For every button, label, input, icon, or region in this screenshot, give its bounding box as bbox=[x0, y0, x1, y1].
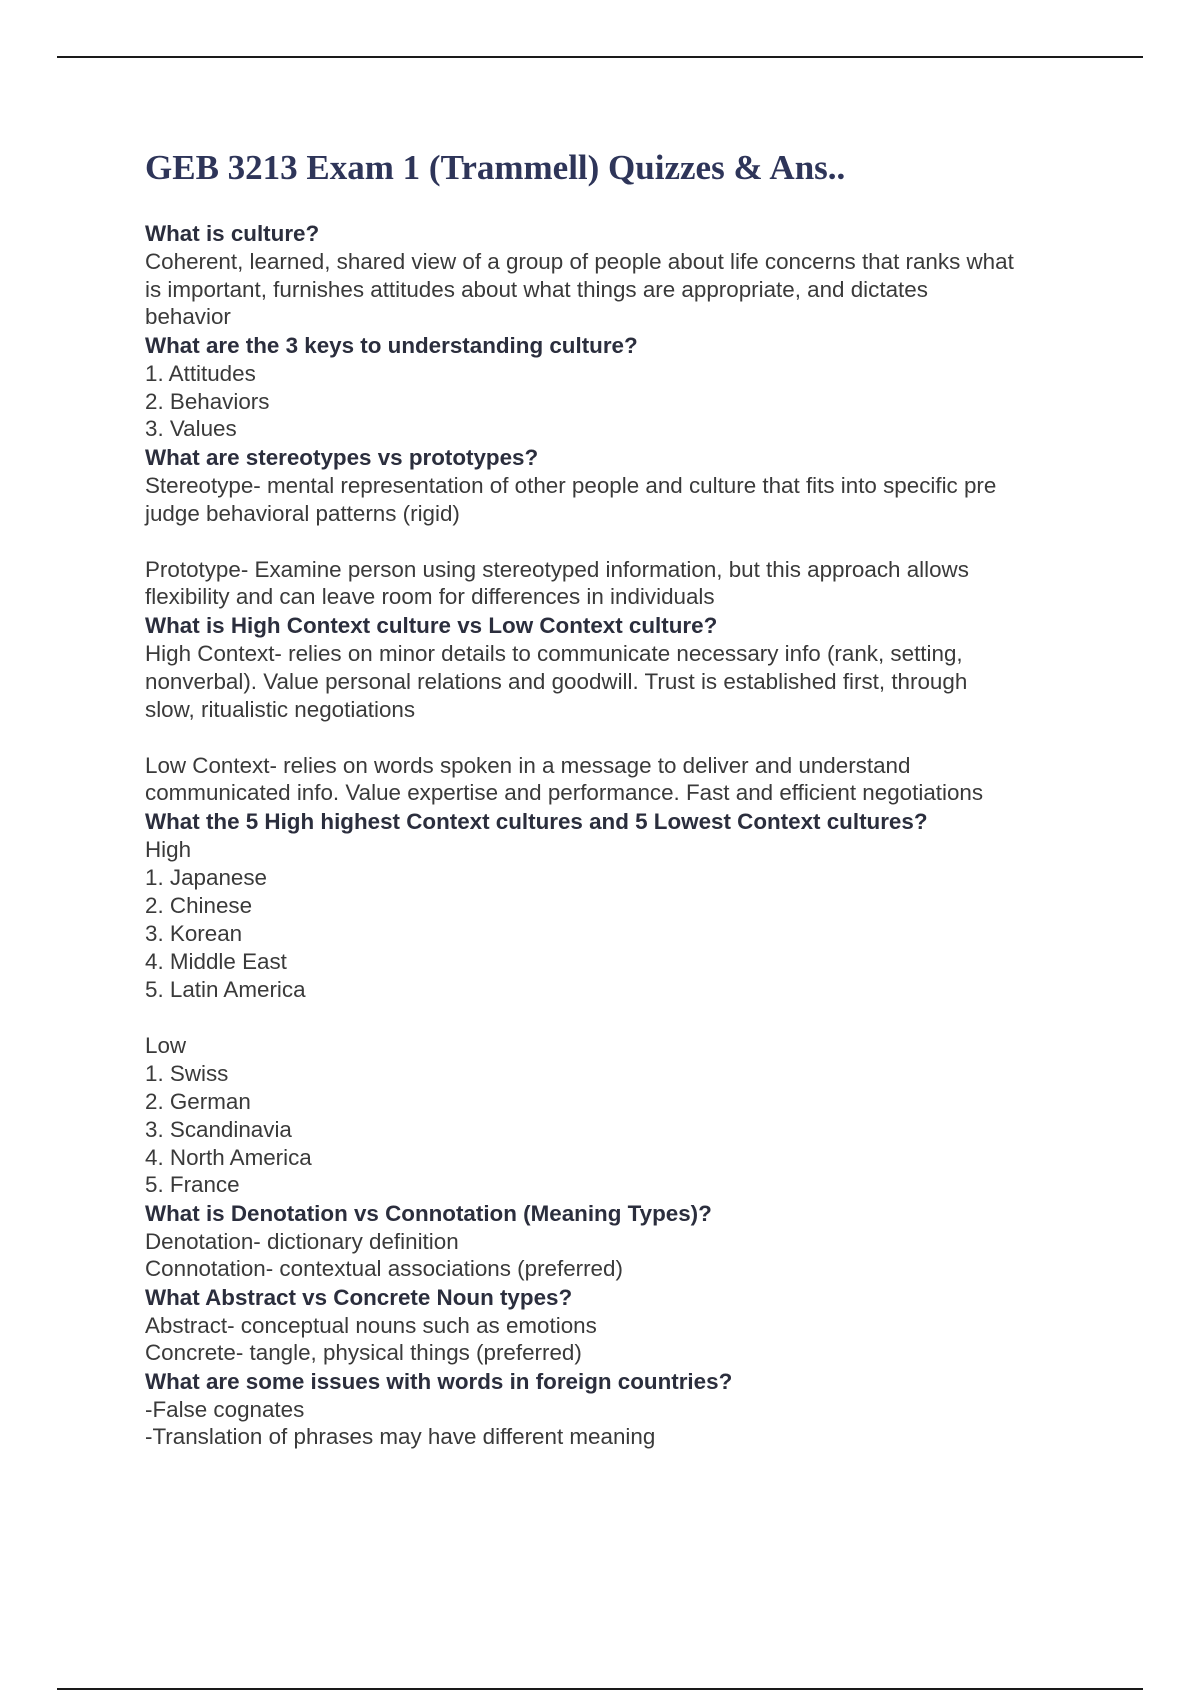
answer-line: 4. North America bbox=[145, 1145, 312, 1170]
bottom-rule bbox=[57, 1688, 1143, 1690]
question: What are some issues with words in foreign countries? bbox=[145, 1369, 733, 1394]
answer-line: Stereotype- mental representation of other people and culture that fits into specific pre bbox=[145, 473, 997, 498]
qa-item bbox=[145, 444, 1105, 612]
answer-line: 2. Chinese bbox=[145, 893, 253, 918]
qa-list bbox=[145, 220, 1105, 1452]
answer-line: Connotation- contextual associations (preferred) bbox=[145, 1256, 623, 1281]
qa-item bbox=[145, 612, 1105, 808]
question: What is Denotation vs Connotation (Meaning Types)? bbox=[145, 1201, 712, 1226]
top-rule bbox=[57, 56, 1143, 58]
answer-line: 3. Korean bbox=[145, 921, 243, 946]
answer-line: 5. France bbox=[145, 1172, 240, 1197]
answer-line: Low bbox=[145, 1033, 187, 1058]
answer-line: 1. Attitudes bbox=[145, 361, 256, 386]
answer-line: 2. German bbox=[145, 1089, 251, 1114]
answer-line: flexibility and can leave room for differences in individuals bbox=[145, 584, 715, 609]
answer-line: is important, furnishes attitudes about what things are appropriate, and dictates bbox=[145, 277, 928, 302]
answer-line: Concrete- tangle, physical things (preferred) bbox=[145, 1340, 582, 1365]
question: What the 5 High highest Context cultures and 5 Lowest Context cultures? bbox=[145, 809, 928, 834]
answer-line bbox=[145, 724, 1105, 752]
question: What Abstract vs Concrete Noun types? bbox=[145, 1285, 573, 1310]
answer-line: 3. Scandinavia bbox=[145, 1117, 292, 1142]
answer-line bbox=[145, 528, 1105, 556]
answer-line: High bbox=[145, 837, 192, 862]
answer-line bbox=[145, 1004, 1105, 1032]
document-body bbox=[145, 140, 1105, 1452]
answer-line: -Translation of phrases may have different meaning bbox=[145, 1424, 656, 1449]
answer-line: nonverbal). Value personal relations and goodwill. Trust is established first, through bbox=[145, 669, 968, 694]
answer-line: Coherent, learned, shared view of a group of people about life concerns that ranks what bbox=[145, 249, 1014, 274]
qa-item bbox=[145, 1368, 1105, 1452]
answer-line: communicated info. Value expertise and performance. Fast and efficient negotiations bbox=[145, 780, 984, 805]
page-title: GEB 3213 Exam 1 (Trammell) Quizzes & Ans.. bbox=[145, 148, 846, 187]
qa-item bbox=[145, 332, 1105, 444]
question: What is High Context culture vs Low Context culture? bbox=[145, 613, 718, 638]
answer-line: 1. Swiss bbox=[145, 1061, 229, 1086]
question: What is culture? bbox=[145, 221, 320, 246]
question: What are stereotypes vs prototypes? bbox=[145, 445, 539, 470]
answer-line: judge behavioral patterns (rigid) bbox=[145, 501, 460, 526]
answer-line: 5. Latin America bbox=[145, 977, 306, 1002]
qa-item bbox=[145, 220, 1105, 332]
answer-line: 3. Values bbox=[145, 416, 237, 441]
question: What are the 3 keys to understanding culture? bbox=[145, 333, 638, 358]
answer-line: -False cognates bbox=[145, 1397, 305, 1422]
answer-line: Denotation- dictionary definition bbox=[145, 1229, 459, 1254]
answer-line: behavior bbox=[145, 304, 231, 329]
answer-line: Low Context- relies on words spoken in a message to deliver and understand bbox=[145, 753, 911, 778]
qa-item bbox=[145, 808, 1105, 1200]
answer-line: High Context- relies on minor details to communicate necessary info (rank, setting, bbox=[145, 641, 963, 666]
answer-line: 4. Middle East bbox=[145, 949, 287, 974]
qa-item bbox=[145, 1200, 1105, 1284]
answer-line: Abstract- conceptual nouns such as emotions bbox=[145, 1313, 597, 1338]
answer-line: 1. Japanese bbox=[145, 865, 268, 890]
qa-item bbox=[145, 1284, 1105, 1368]
answer-line: 2. Behaviors bbox=[145, 389, 270, 414]
answer-line: slow, ritualistic negotiations bbox=[145, 697, 416, 722]
answer-line: Prototype- Examine person using stereotyped information, but this approach allows bbox=[145, 557, 969, 582]
